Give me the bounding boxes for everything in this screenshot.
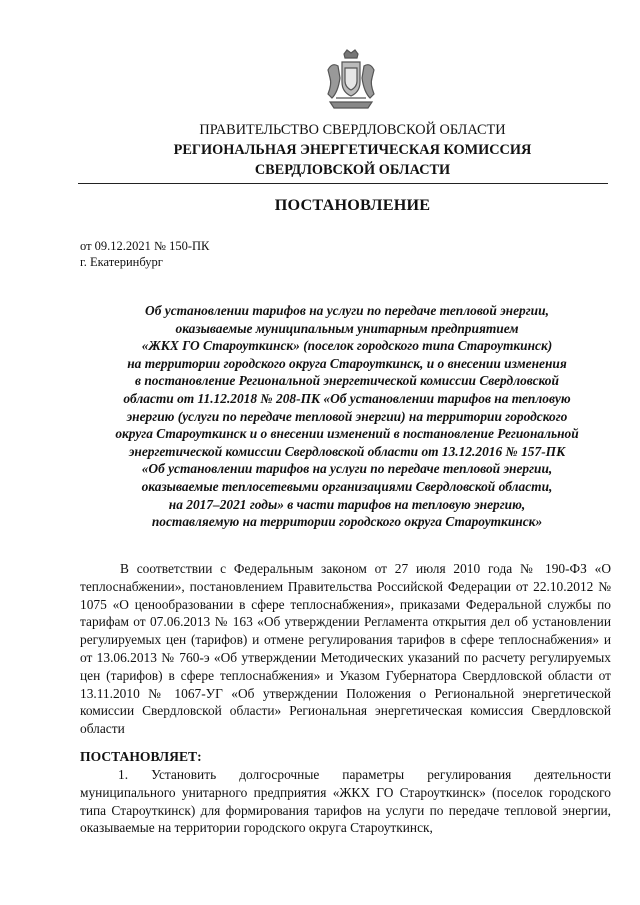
subject-line: Об установлении тарифов на услуги по передаче тепловой энергии, — [145, 303, 549, 318]
document-date-number: от 09.12.2021 № 150-ПК — [80, 239, 210, 253]
subject-line: энергию (услуги по передаче тепловой энергии) на территории городского — [126, 408, 568, 424]
item-1-paragraph: 1. Установить долгосрочные параметры регулирования деятельности муниципального унитарного предприятия «ЖКХ ГО Староуткинск» (поселок городского типа Староуткинск) для формирования тарифов на услуги по передаче тепловой энергии, оказываемые на территории городского округа Староуткинск, — [80, 767, 611, 836]
subject-line: на 2017–2021 годы» в части тарифов на тепловую энергию, — [168, 496, 526, 512]
header-divider — [78, 183, 608, 184]
header-government: ПРАВИТЕЛЬСТВО СВЕРДЛОВСКОЙ ОБЛАСТИ — [199, 122, 506, 138]
subject-line: «ЖКХ ГО Староуткинск» (поселок городского типа Староуткинск) — [141, 338, 553, 354]
preamble-paragraph: В соответствии с Федеральным законом от 27 июля 2010 года № 190-ФЗ «О теплоснабжении», постановлением Правительства Российской Федерации от 22.10.2012 № 1075 «О ценообразовании в сфере теплоснабжения», приказами Федеральной службы по тарифам от 07.06.2013 № 163 «Об утверждении Регламента открытия дел об установлении регулируемых цен (тарифов) и отмене регулирования тарифов в сфере теплоснабжения» и от 13.06.2013 № 760-э «Об утверждении Методических указаний по расчету регулируемых цен (тарифов) в сфере теплоснабжения» и Указом Губернатора Свердловской области от 13.11.2010 № 1067-УГ «Об утверждении Положения о Региональной энергетической комиссии Свердловской области» Региональная энергетическая комиссия Свердловской области — [80, 561, 611, 737]
subject-line: в постановление Региональной энергетической комиссии Свердловской — [135, 373, 559, 389]
subject-line: оказываемые муниципальным унитарным предприятием — [175, 320, 519, 336]
document-subject — [78, 302, 616, 531]
header-commission: РЕГИОНАЛЬНАЯ ЭНЕРГЕТИЧЕСКАЯ КОМИССИЯ — [173, 142, 532, 158]
subject-line: оказываемые теплосетевыми организациями Свердловской области, — [141, 478, 553, 494]
subject-line: на территории городского округа Староуткинск, и о внесении изменения — [127, 355, 567, 371]
decree-heading: ПОСТАНОВЛЯЕТ: — [80, 749, 202, 764]
subject-line: области от 11.12.2018 № 208-ПК «Об установлении тарифов на тепловую — [123, 390, 571, 406]
subject-line: поставляемую на территории городского округа Староуткинск» — [151, 514, 543, 530]
page-title: ПОСТАНОВЛЕНИЕ — [274, 196, 431, 214]
subject-line: энергетической комиссии Свердловской области от 13.12.2016 № 157-ПК — [128, 443, 566, 459]
header-region: СВЕРДЛОВСКОЙ ОБЛАСТИ — [254, 162, 451, 178]
subject-line: округа Староуткинск и о внесении изменений в постановление Региональной — [115, 426, 579, 442]
document-city: г. Екатеринбург — [80, 255, 163, 269]
subject-line: «Об установлении тарифов на услуги по передаче тепловой энергии, — [141, 461, 553, 477]
coat-of-arms-icon — [318, 48, 384, 114]
